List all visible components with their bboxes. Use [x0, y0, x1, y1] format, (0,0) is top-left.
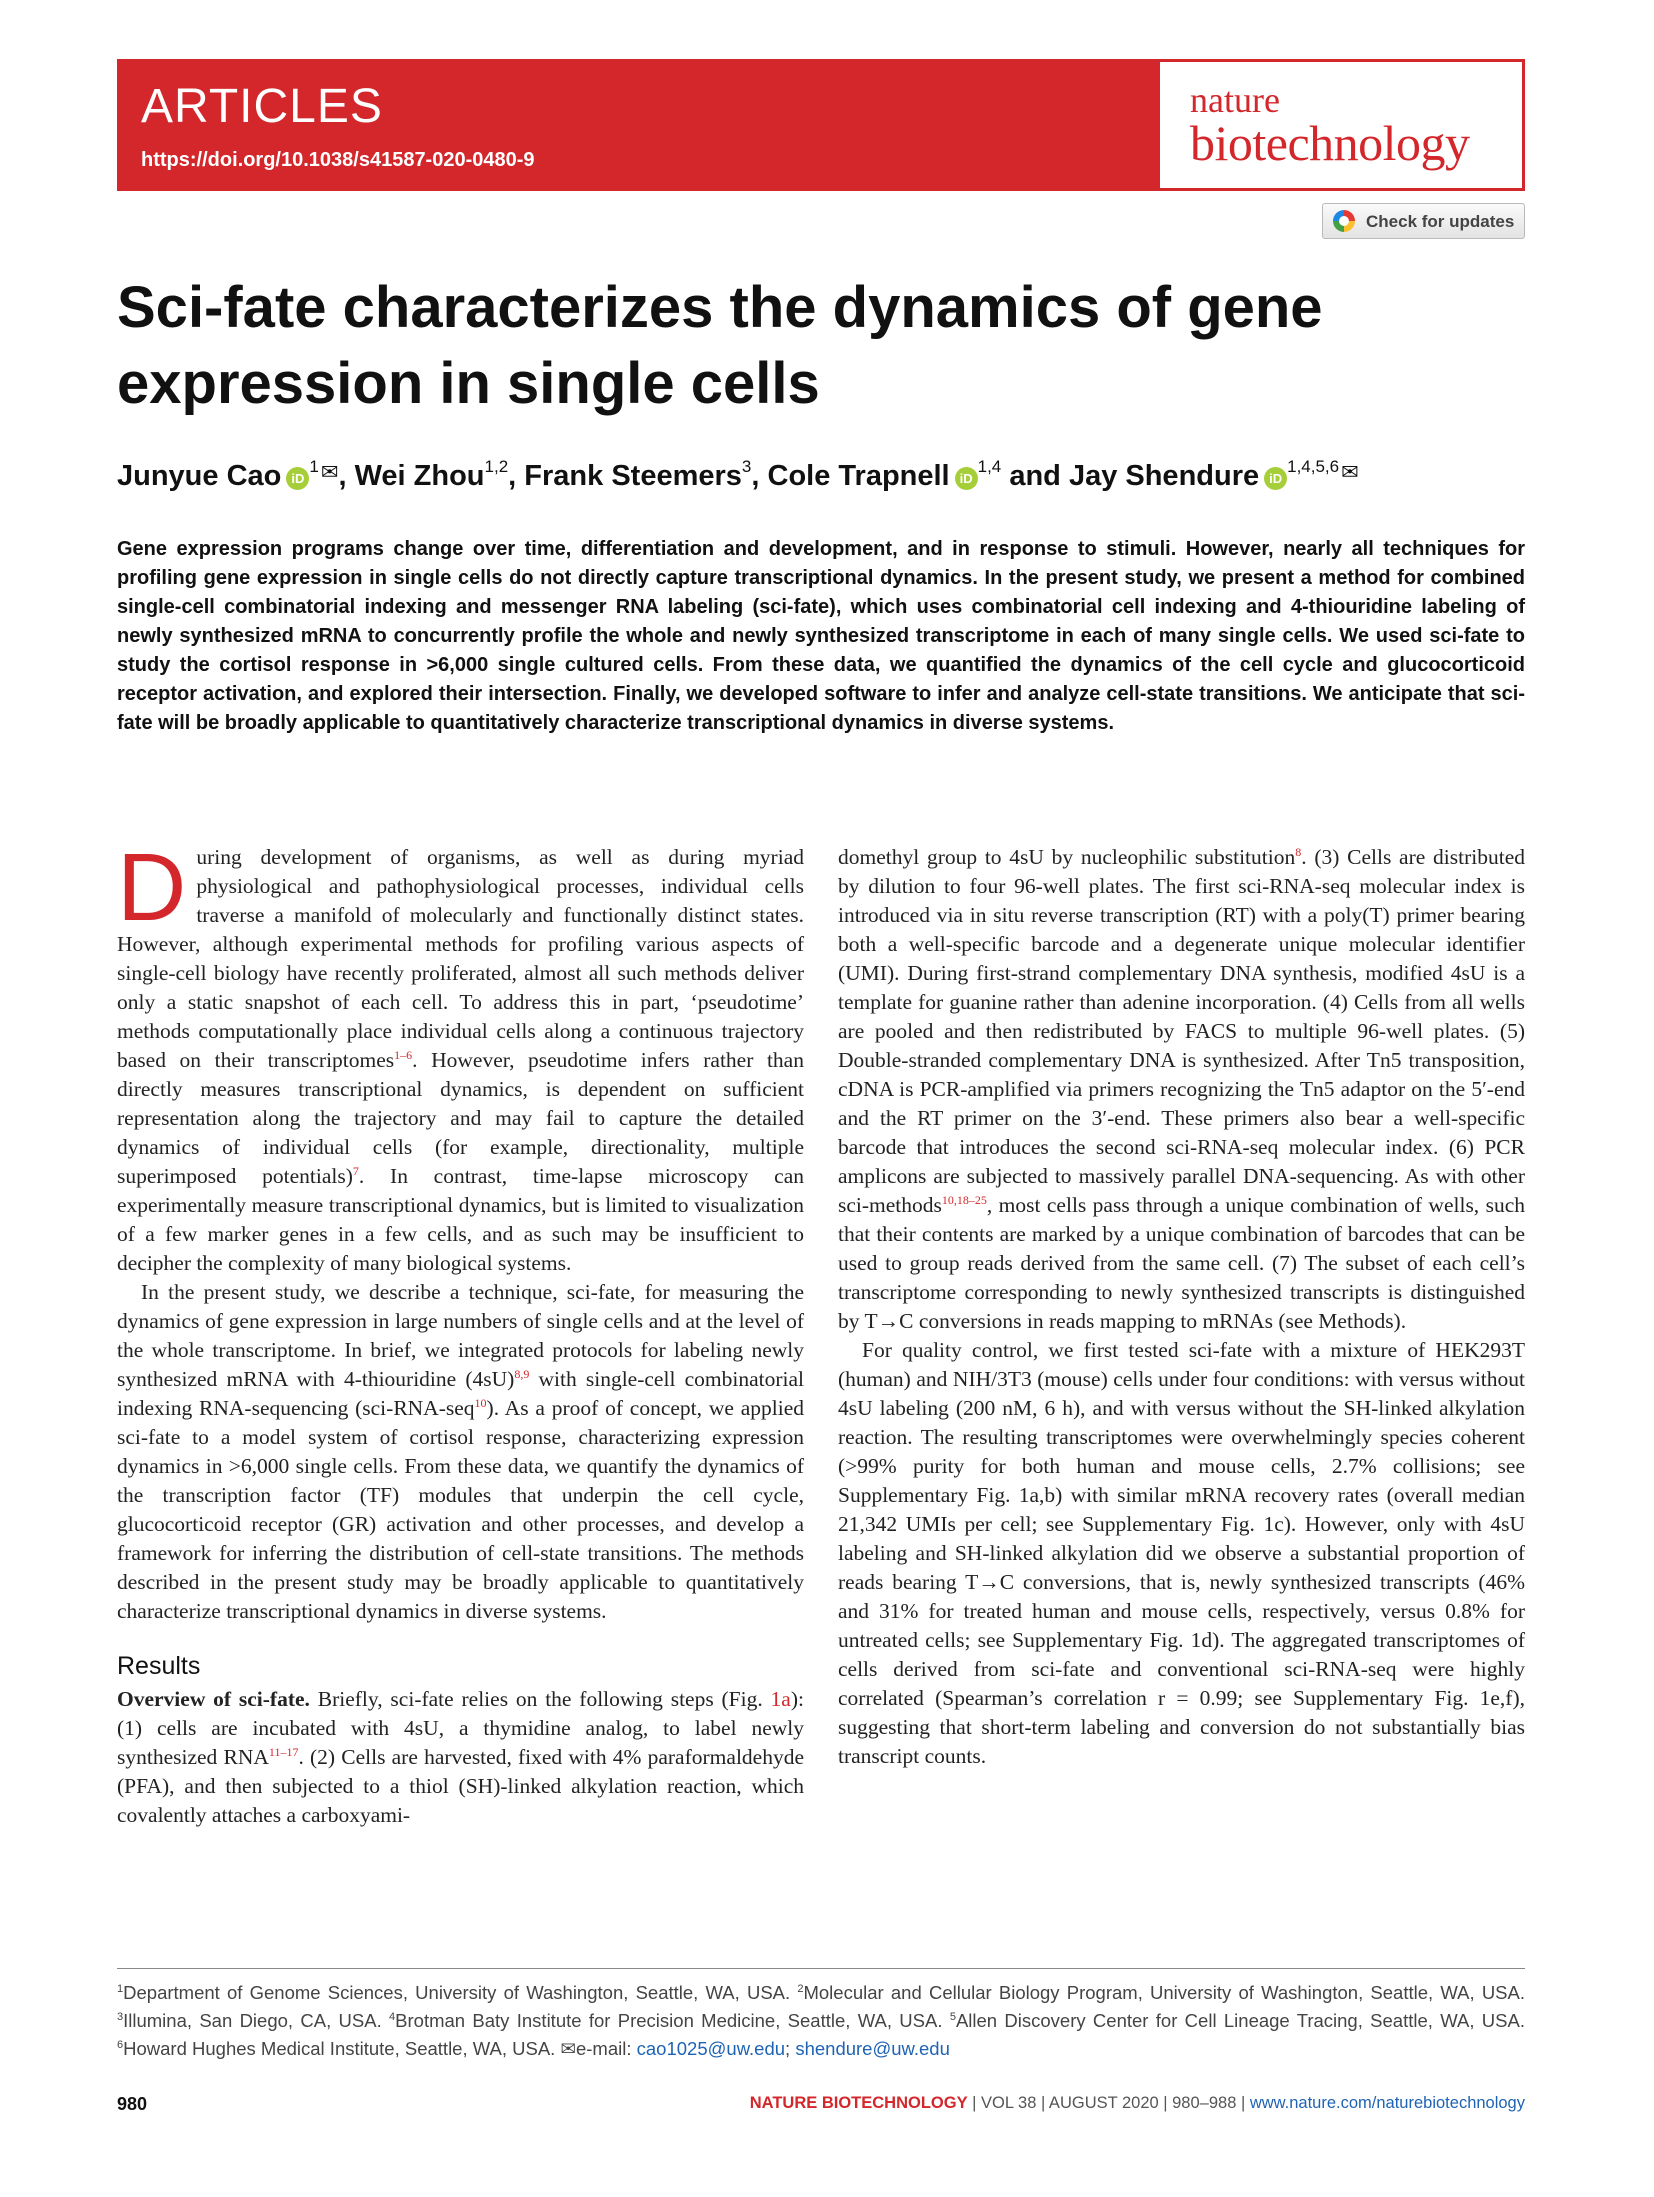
author-name[interactable]: Jay Shendure — [1068, 460, 1260, 492]
paragraph-quality-control: For quality control, we first tested sci-fate with a mixture of HEK293T (human) and NIH/3T3 (mouse) cells under four conditions: with versus without 4sU labeling (200 nM, 6 h), and with versus without the SH-linked alkylation reaction. The resulting transcriptomes were overwhelmingly species coherent (>99% purity for both human and mouse cells, 2.7% collisions; see Supplementary Fig. 1a,b) with similar mRNA recovery rates (overall median 21,342 UMIs per cell; see Supplementary Fig. 1c). However, only with 4sU labeling and SH-linked alkylation did we observe a substantial proportion of reads bearing T→C conversions, that is, newly synthesized transcripts (46% and 31% for treated human and mouse cells, respectively, versus 0.8% for untreated cells; see Supplementary Fig. 1d). The aggregated transcriptomes of cells derived from sci-fate and conventional sci-RNA-seq were highly correlated (Spearman’s correlation r = 0.99; see Supplementary Fig. 1e,f), suggesting that short-term labeling and conversion do not substantially bias transcript counts. — [838, 1338, 1525, 1768]
figure-link[interactable]: 1a — [770, 1687, 791, 1711]
abstract: Gene expression programs change over time, differentiation and development, and in response to stimuli. However, nearly all techniques for profiling gene expression in single cells do not directly capture transcriptional dynamics. In the present study, we present a method for combined single-cell combinatorial indexing and messenger RNA labeling (sci-fate), which uses combinatorial cell indexing and 4-thiouridine labeling of newly synthesized mRNA to concurrently profile the whole and newly synthesized transcriptome in each of many single cells. We used sci-fate to study the cortisol response in >6,000 single cultured cells. From these data, we quantified the dynamics of the cell cycle and glucocorticoid receptor activation, and explored their intersection. Finally, we developed software to infer and analyze cell-state transitions. We anticipate that sci-fate will be broadly applicable to quantitatively characterize transcriptional dynamics in diverse systems. — [117, 538, 1525, 734]
article-type-banner — [117, 59, 1525, 191]
doi-link[interactable]: https://doi.org/10.1038/s41587-020-0480-9 — [141, 149, 535, 171]
paragraph-overview: Overview of sci-fate. Briefly, sci-fate relies on the following steps (Fig. 1a): (1) cells are incubated with 4sU, a thymidine analog, to label newly synthesized RNA$^{11-17}$. (2) Cells are harvested, fixed with 4% paraformaldehyde (PFA), and then subjected to a thiol (SH)-linked alkylation reaction, which covalently attaches a carboxyami- — [117, 1687, 804, 1827]
crossmark-icon — [1333, 210, 1355, 232]
check-for-updates-button[interactable] — [1322, 203, 1525, 239]
citation[interactable]: 11–17 — [268, 1744, 299, 1759]
citation[interactable]: 10,18–25 — [941, 1192, 987, 1207]
body-column-left — [117, 834, 804, 1830]
journal-logo[interactable] — [1160, 62, 1522, 188]
affiliations: $^1$Department of Genome Sciences, University of Washington, Seattle, WA, USA. $^2$Molecular and Cellular Biology Program, University of Washington, Seattle, WA, USA. $^3$Illumina, San Diego, CA, USA. $^4$Brotman Baty Institute for Precision Medicine, Seattle, WA, USA. $^5$Allen Discovery Center for Cell Lineage Tracing, Seattle, WA, USA. $^6$Howard Hughes Medical Institute, Seattle, WA, USA. ✉e-mail: cao1025@uw.edu; shendure@uw.edu — [117, 1982, 1525, 2059]
article-title: Sci-fate characterizes the dynamics of gene expression in single cells — [117, 275, 1323, 416]
author-name[interactable]: Junyue Cao — [117, 460, 282, 492]
email-icon: ✉ — [560, 2038, 576, 2059]
journal-logo-line1: nature — [1190, 80, 1280, 120]
author-list: Junyue Cao $iD^1✉$, Wei Zhou$^{1,2}$, Frank Steemers$^3$, Cole Trapnell iD$^{1,4}$ and Jay Shendure iD$^{1,4,5,6}$✉ — [117, 457, 1359, 492]
affiliation-marker: 1,4 — [977, 457, 1002, 476]
affiliation-marker: 3 — [741, 457, 752, 476]
affiliation-marker: 1 — [309, 457, 319, 476]
citation[interactable]: 10 — [474, 1395, 487, 1410]
citation[interactable]: 7 — [352, 1163, 359, 1178]
author-name[interactable]: Cole Trapnell — [767, 460, 950, 492]
affiliation-marker: 1,2 — [484, 457, 509, 476]
journal-footer: NATURE BIOTECHNOLOGY | VOL 38 | AUGUST 2020 | 980–988 | www.nature.com/naturebiotechnology — [749, 2094, 1525, 2112]
article-type-label: ARTICLES — [141, 80, 383, 133]
citation[interactable]: 8,9 — [514, 1366, 530, 1381]
body-column-right — [838, 843, 1525, 1771]
email-link[interactable]: shendure@uw.edu — [795, 2038, 950, 2059]
author-name[interactable]: Wei Zhou — [354, 460, 485, 492]
orcid-icon[interactable]: iD — [955, 467, 978, 490]
affiliation-marker: 1,4,5,6 — [1287, 457, 1340, 476]
paragraph-intro: During development of organisms, as well as during myriad physiological and pathophysiological processes, individual cells traverse a manifold of molecularly and functionally distinct states. However, although experimental methods for profiling various aspects of single-cell biology have recently proliferated, almost all such methods deliver only a static snapshot of each cell. To address this in part, ‘pseudotime’ methods computationally place individual cells along a continuous trajectory based on their transcriptomes$^{1-6}$. However, pseudotime infers rather than directly measures transcriptional dynamics, is dependent on sufficient representation along the trajectory and may fail to capture the detailed dynamics of individual cells (for example, directionality, multiple superimposed potentials)$^7$. In contrast, time-lapse microscopy can experimentally measure transcriptional dynamics, but is limited to visualization of a few marker genes in a few cells, and as such may be insufficient to decipher the complexity of many biological systems. — [117, 834, 804, 1275]
paragraph-method-steps: domethyl group to 4sU by nucleophilic substitution$^8$. (3) Cells are distributed by dilution to four 96-well plates. The first sci-RNA-seq molecular index is introduced via in situ reverse transcription (RT) with a poly(T) primer bearing both a well-specific barcode and a degenerate unique molecular identifier (UMI). During first-strand complementary DNA synthesis, modified 4sU is a template for guanine rather than adenine incorporation. (4) Cells from all wells are pooled and then redistributed by FACS to multiple 96-well plates. (5) Double-stranded complementary DNA is synthesized. After Tn5 transposition, cDNA is PCR-amplified via primers recognizing the Tn5 adaptor on the 5′-end and the RT primer on the 3′-end. These primers also bear a well-specific barcode that introduces the second sci-RNA-seq molecular index. (6) PCR amplicons are subjected to massively parallel DNA-sequencing. As with other sci-methods$^{10,18-25}$, most cells pass through a unique combination of wells, such that their contents are marked by a unique combination of barcodes that can be used to group reads derived from the same cell. (7) The subset of each cell’s transcriptome corresponding to newly synthesized transcripts is distinguished by T→C conversions in reads mapping to mRNAs (see Methods). — [838, 844, 1525, 1333]
email-link[interactable]: cao1025@uw.edu — [636, 2038, 786, 2059]
journal-logo-line2: biotechnology — [1190, 115, 1470, 171]
orcid-icon[interactable]: iD — [1264, 467, 1287, 490]
section-heading-results: Results — [117, 1652, 201, 1680]
journal-url[interactable]: www.nature.com/naturebiotechnology — [1249, 2094, 1525, 2112]
journal-name: NATURE BIOTECHNOLOGY — [749, 2094, 968, 2112]
author-name[interactable]: Frank Steemers — [524, 460, 742, 492]
email-icon[interactable]: ✉ — [320, 461, 339, 484]
footnote-divider — [117, 1968, 1525, 1969]
orcid-icon[interactable]: iD — [286, 467, 309, 490]
citation[interactable]: 1–6 — [394, 1047, 413, 1062]
drop-cap: D — [117, 834, 187, 941]
citation[interactable]: 8 — [1295, 844, 1302, 859]
email-icon[interactable]: ✉ — [1341, 461, 1359, 484]
paragraph-present-study: In the present study, we describe a technique, sci-fate, for measuring the dynamics of gene expression in large numbers of single cells and at the level of the whole transcriptome. In brief, we integrated protocols for labeling newly synthesized mRNA with 4-thiouridine $(4sU)^{8,9}$ with single-cell combinatorial indexing RNA-sequencing (sci-RNA-seq$^{10}$). As a proof of concept, we applied sci-fate to a model system of cortisol response, characterizing expression dynamics in >6,000 single cells. From these data, we quantify the dynamics of the transcription factor (TF) modules that underpin the cell cycle, glucocorticoid receptor (GR) activation and other processes, and develop a framework for inferring the distribution of cell-state transitions. The methods described in the present study may be broadly applicable to quantitatively characterize transcriptional dynamics in diverse systems. — [117, 1280, 804, 1623]
page-number: 980 — [117, 2094, 148, 2114]
check-for-updates-label: Check for updates — [1366, 212, 1515, 231]
subsection-heading: Overview of sci-fate. — [117, 1687, 310, 1711]
